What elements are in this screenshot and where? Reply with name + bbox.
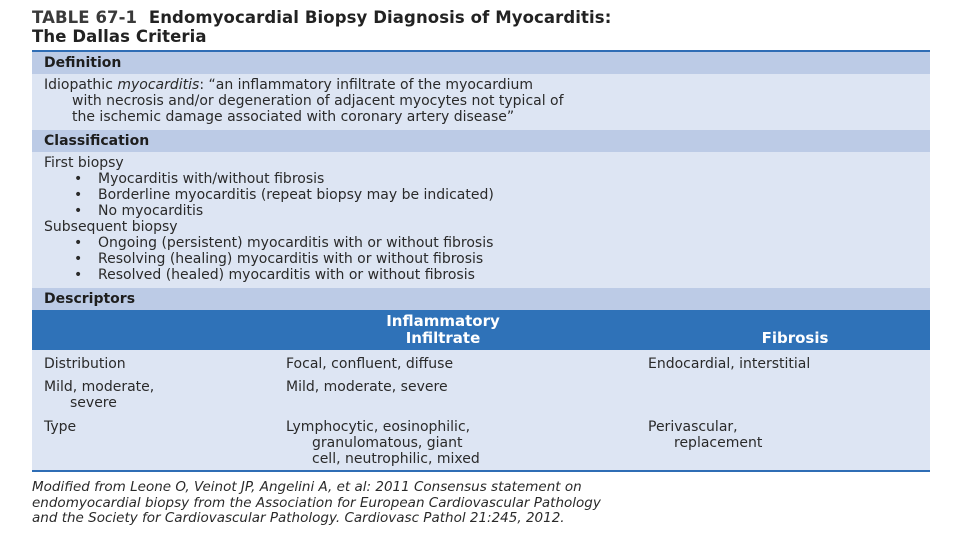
infiltrate-column-header (304, 313, 582, 347)
cell-line: replacement (674, 435, 763, 451)
fibrosis-cell (648, 372, 930, 411)
footnote-line: endomyocardial biopsy from the Association for European Cardiovascular Pathology (32, 494, 601, 511)
definition-line-1 (44, 77, 918, 93)
row-label (32, 350, 286, 372)
cell-line: Perivascular, (648, 419, 738, 435)
table-body (32, 50, 930, 470)
bullet-icon: • (74, 251, 83, 267)
definition-body (32, 74, 930, 130)
table-number: TABLE 67-1 (32, 8, 138, 27)
row-label-line: severe (70, 395, 117, 411)
table-title (32, 8, 930, 46)
list-item (72, 187, 918, 203)
cell-line: cell, neutrophilic, mixed (312, 451, 480, 467)
bullet-icon: • (74, 187, 83, 203)
list-item-text: Resolving (healing) myocarditis with or without fibrosis (98, 251, 484, 267)
infiltrate-cell (286, 411, 648, 470)
definition-prefix: Idiopathic (44, 77, 118, 93)
cell-line: granulomatous, giant (312, 435, 463, 451)
table-row (32, 411, 930, 470)
row-label-line: Distribution (44, 356, 126, 372)
definition-heading: Definition (32, 52, 930, 74)
list-item-text: No myocarditis (98, 203, 204, 219)
bullet-icon: • (74, 171, 83, 187)
table-page (32, 8, 930, 527)
title-line-2: The Dallas Criteria (32, 27, 207, 46)
fibrosis-column-header: Fibrosis (761, 329, 829, 347)
footnote-line: and the Society for Cardiovascular Pathology. Cardiovasc Pathol 21:245, 2012. (32, 510, 565, 526)
definition-line-1-rest: : “an inflammatory infiltrate of the myocardium (199, 77, 533, 93)
first-biopsy-list (44, 171, 918, 219)
infiltrate-cell (286, 350, 648, 372)
classification-body (32, 152, 930, 288)
definition-term: myocarditis (117, 77, 200, 93)
list-item (72, 251, 918, 267)
definition-line-2: with necrosis and/or degeneration of adjacent myocytes not typical of (72, 93, 564, 109)
table-row (32, 372, 930, 411)
list-item-text: Borderline myocarditis (repeat biopsy may be indicated) (98, 187, 494, 203)
list-item (72, 235, 918, 251)
table-footnote (32, 470, 930, 527)
list-item (72, 171, 918, 187)
fibrosis-cell (648, 411, 930, 470)
table-row (32, 350, 930, 372)
row-label (32, 411, 286, 470)
list-item (72, 203, 918, 219)
cell-line: Mild, moderate, severe (286, 379, 448, 395)
classification-heading: Classification (32, 130, 930, 152)
fibrosis-cell (648, 350, 930, 372)
infiltrate-header-line-1: Inflammatory (386, 312, 500, 330)
row-label (32, 372, 286, 411)
definition-line-3: the ischemic damage associated with coronary artery disease” (72, 109, 515, 125)
cell-line: Lymphocytic, eosinophilic, (286, 419, 471, 435)
title-text: Endomyocardial Biopsy Diagnosis of Myocarditis: (148, 8, 612, 27)
bullet-icon: • (74, 235, 83, 251)
descriptors-table (32, 350, 930, 470)
infiltrate-cell (286, 372, 648, 411)
cell-line: Endocardial, interstitial (648, 356, 811, 372)
first-biopsy-label: First biopsy (44, 155, 124, 171)
row-label-line: Mild, moderate, (44, 379, 155, 395)
cell-line: Focal, confluent, diffuse (286, 356, 454, 372)
footnote-line: Modified from Leone O, Veinot JP, Angelini A, et al: 2011 Consensus statement on (32, 479, 582, 495)
bullet-icon: • (74, 267, 83, 283)
subsequent-biopsy-list (44, 235, 918, 283)
infiltrate-header-line-2: Infiltrate (405, 329, 481, 347)
list-item-text: Resolved (healed) myocarditis with or without fibrosis (98, 267, 475, 283)
list-item-text: Ongoing (persistent) myocarditis with or without fibrosis (98, 235, 494, 251)
descriptors-heading: Descriptors (32, 288, 930, 310)
title-line-1 (32, 8, 930, 27)
subsequent-biopsy-label: Subsequent biopsy (44, 219, 178, 235)
list-item (72, 267, 918, 283)
row-label-line: Type (44, 419, 77, 435)
descriptors-header-bar (32, 310, 930, 350)
bullet-icon: • (74, 203, 83, 219)
list-item-text: Myocarditis with/without fibrosis (98, 171, 325, 187)
